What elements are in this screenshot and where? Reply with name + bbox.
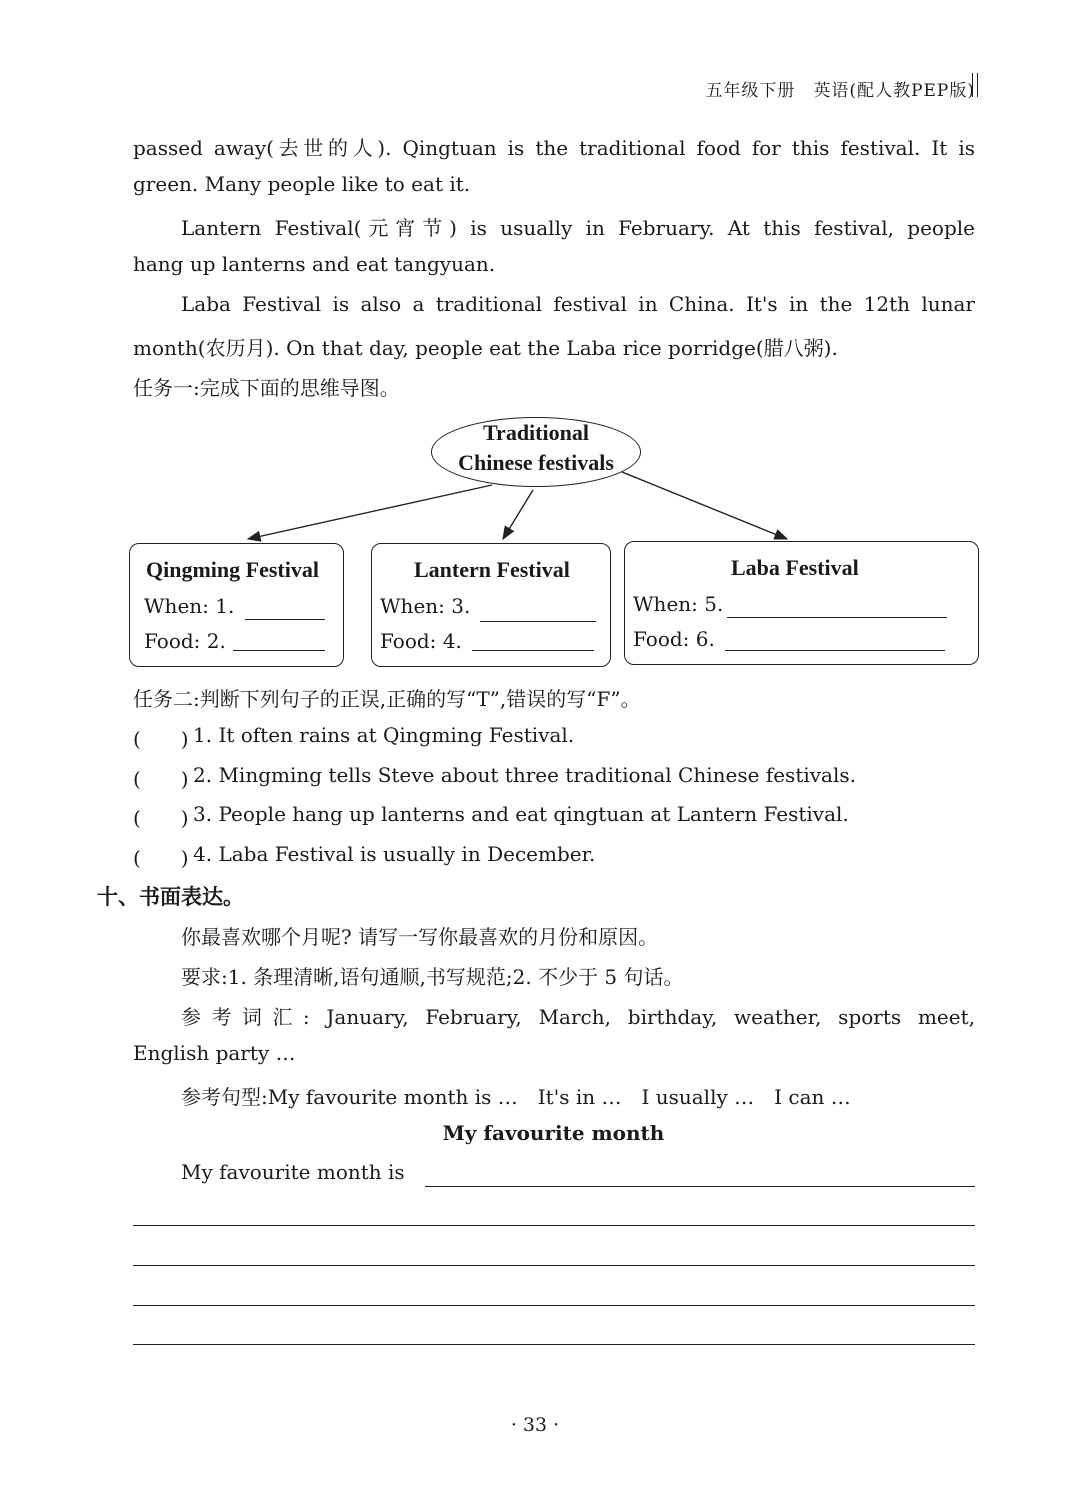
statement-3: 3. People hang up lanterns and eat qingtuan at Lantern Festival. [193,802,849,826]
writing-prompt: 你最喜欢哪个月呢? 请写一写你最喜欢的月份和原因。 [181,925,659,949]
reference-words-2: English party … [133,1041,296,1065]
writing-line-0[interactable] [425,1186,975,1187]
blank-1[interactable] [245,619,325,620]
passage-line-2: green. Many people like to eat it. [133,172,471,196]
laba-title: Laba Festival [731,555,859,580]
task2-label: 任务二:判断下列句子的正误,正确的写“T”,错误的写“F”。 [133,687,641,711]
center-label-2: Chinese festivals [458,450,614,475]
statement-4: 4. Laba Festival is usually in December. [193,842,596,866]
center-label-1: Traditional [483,420,589,445]
passage-line-6: month(农历月). On that day, people eat the Laba rice porridge(腊八粥). [133,336,838,360]
blank-3[interactable] [480,621,596,622]
writing-line-1[interactable] [133,1225,975,1226]
blank-6[interactable] [725,650,945,651]
essay-title: My favourite month [442,1121,665,1145]
writing-line-3[interactable] [133,1305,975,1306]
laba-food: Food: 6. [633,627,715,651]
passage-line-1: passed away(去世的人). Qingtuan is the traditional food for this festival. It is [133,136,975,160]
reference-sentences: 参考句型:My favourite month is … It's in … I usually … I can … [181,1085,851,1109]
answer-paren-1[interactable]: ( ) [133,727,189,751]
blank-2[interactable] [233,650,325,651]
answer-paren-3[interactable]: ( ) [133,806,189,830]
qingming-when: When: 1. [144,594,235,618]
lantern-title: Lantern Festival [414,557,570,582]
lantern-when: When: 3. [380,594,471,618]
qingming-title: Qingming Festival [146,557,319,582]
writing-requirements: 要求:1. 条理清晰,语句通顺,书写规范;2. 不少于 5 句话。 [181,965,684,989]
answer-paren-2[interactable]: ( ) [133,767,189,791]
passage-line-5: Laba Festival is also a traditional festival in China. It's in the 12th lunar [181,292,975,316]
statement-1: 1. It often rains at Qingming Festival. [193,723,575,747]
blank-5[interactable] [727,617,947,618]
qingming-food: Food: 2. [144,629,226,653]
writing-line-2[interactable] [133,1265,975,1266]
answer-paren-4[interactable]: ( ) [133,846,189,870]
page-header: 五年级下册 英语(配人教PEP版) [705,81,975,101]
section-title: 十、书面表达。 [97,884,244,909]
writing-line-4[interactable] [133,1344,975,1345]
passage-line-4: hang up lanterns and eat tangyuan. [133,252,496,276]
reference-words-1: 参考词汇: January, February, March, birthday, weather, sports meet, [181,1005,975,1029]
passage-line-3: Lantern Festival(元宵节) is usually in February. At this festival, people [181,216,975,240]
task1-label: 任务一:完成下面的思维导图。 [133,376,400,400]
arrow-to-laba [622,472,787,539]
laba-when: When: 5. [633,592,724,616]
statement-2: 2. Mingming tells Steve about three traditional Chinese festivals. [193,763,856,787]
lantern-food: Food: 4. [380,629,462,653]
page-number: · 33 · [510,1414,560,1436]
blank-4[interactable] [472,650,594,651]
arrow-to-qingming [248,485,492,539]
essay-start: My favourite month is [181,1160,405,1184]
arrow-to-lantern [503,490,533,539]
